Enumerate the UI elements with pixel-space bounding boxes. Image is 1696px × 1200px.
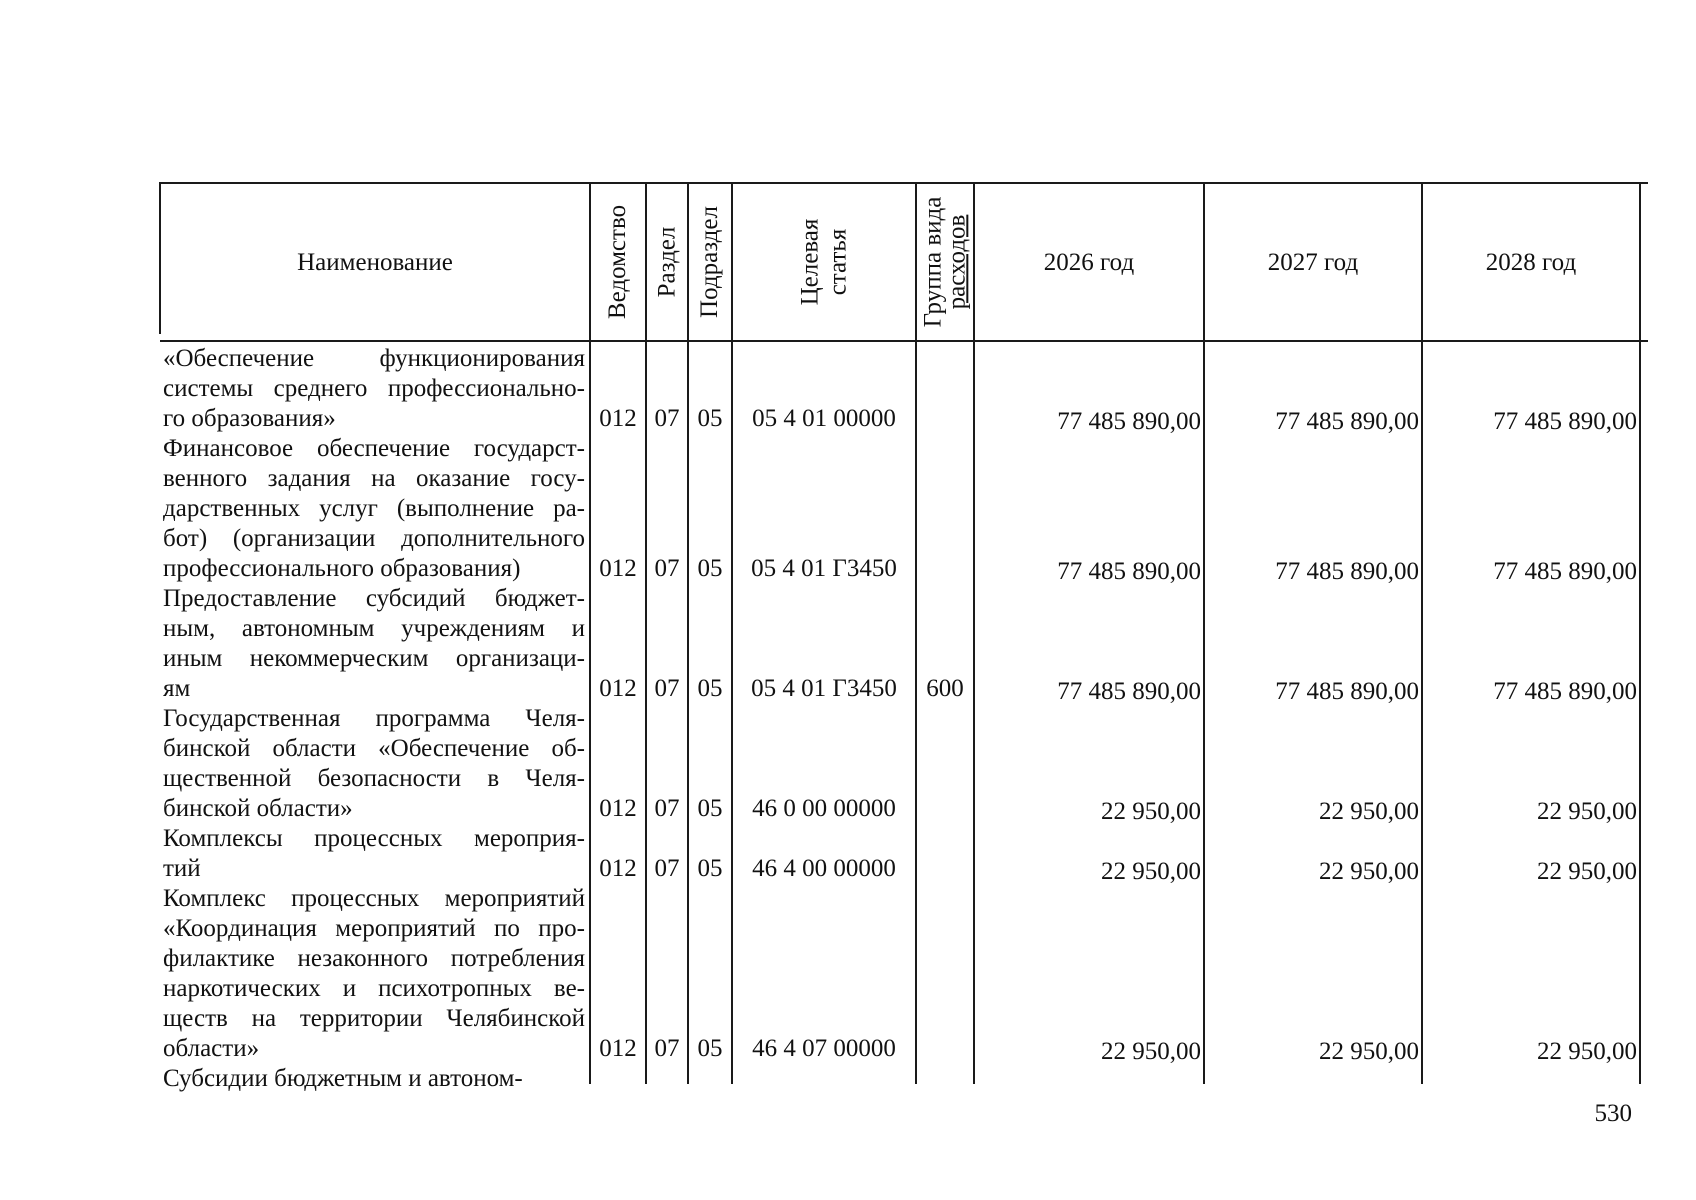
row-name-line: Комплексы процессных мероприя-: [163, 825, 585, 852]
row-name-line: профессионального образования): [163, 555, 521, 582]
row-cell-podrazdel: 05: [697, 1035, 723, 1062]
row-cell-celevaya: 05 4 01 Г3450: [751, 675, 897, 702]
header-2026: 2026 год: [1043, 248, 1135, 276]
header-vedomstvo: Ведомство: [604, 204, 632, 320]
row-name-line: тий: [163, 855, 201, 882]
row-cell-v2026: 77 485 890,00: [1057, 408, 1201, 435]
header-gruppa: [917, 184, 973, 340]
row-cell-v2026: 77 485 890,00: [1057, 678, 1201, 705]
header-bottom-border: [160, 340, 1648, 342]
row-cell-vedomstvo: 012: [599, 795, 637, 822]
row-name: [163, 344, 585, 434]
row-cell-podrazdel: 05: [697, 675, 723, 702]
row-cell-razdel: 07: [654, 405, 680, 432]
row-cell-razdel: 07: [654, 555, 680, 582]
row-cell-v2027: 77 485 890,00: [1275, 678, 1419, 705]
row-name-line: бинской области»: [163, 795, 353, 822]
row-cell-vedomstvo: 012: [599, 405, 637, 432]
row-name: [163, 584, 585, 704]
row-name-line: венного задания на оказание госу-: [163, 465, 585, 492]
row-name-line: го образования»: [163, 405, 336, 432]
row-name-line: щественной безопасности в Челя-: [163, 765, 585, 792]
row-name-line: филактике незаконного потребления: [163, 945, 585, 972]
row-cell-v2026: 22 950,00: [1101, 798, 1201, 825]
row-name-line: дарственных услуг (выполнение ра-: [163, 495, 585, 522]
row-cell-celevaya: 05 4 01 Г3450: [751, 555, 897, 582]
row-cell-vedomstvo: 012: [599, 555, 637, 582]
header-celevaya-line1: Целевая: [795, 218, 823, 306]
row-cell-podrazdel: 05: [697, 795, 723, 822]
row-cell-celevaya: 46 4 07 00000: [752, 1035, 896, 1062]
row-cell-v2027: 22 950,00: [1319, 1038, 1419, 1065]
row-cell-gruppa: 600: [926, 675, 964, 702]
row-cell-v2028: 22 950,00: [1537, 1038, 1637, 1065]
header-celevaya: [733, 184, 915, 340]
row-cell-vedomstvo: 012: [599, 855, 637, 882]
row-name-line: Финансовое обеспечение государст-: [163, 435, 585, 462]
row-name: [163, 824, 585, 884]
row-name-line: ществ на территории Челябинской: [163, 1005, 585, 1032]
row-name-line: системы среднего профессионально-: [163, 375, 585, 402]
row-cell-razdel: 07: [654, 1035, 680, 1062]
row-cell-podrazdel: 05: [697, 855, 723, 882]
page-number: 530: [1594, 1100, 1632, 1127]
row-name-line: Государственная программа Челя-: [163, 705, 585, 732]
row-name-line: области»: [163, 1035, 260, 1062]
row-cell-podrazdel: 05: [697, 555, 723, 582]
row-cell-celevaya: 46 4 00 00000: [752, 855, 896, 882]
row-name-line: «Координация мероприятий по про-: [163, 915, 585, 942]
row-cell-v2028: 77 485 890,00: [1493, 678, 1637, 705]
row-name-line: ным, автономным учреждениям и: [163, 615, 585, 642]
header-podrazdel: Подраздел: [696, 206, 723, 318]
row-cell-vedomstvo: 012: [599, 1035, 637, 1062]
row-cell-v2028: 22 950,00: [1537, 798, 1637, 825]
header-name: Наименование: [297, 248, 453, 276]
header-gruppa-line1: Группа вида: [919, 196, 946, 328]
row-cell-celevaya: 46 0 00 00000: [752, 795, 896, 822]
row-cell-vedomstvo: 012: [599, 675, 637, 702]
row-cell-v2027: 77 485 890,00: [1275, 408, 1419, 435]
row-name: [163, 704, 585, 824]
row-name-line: Предоставление субсидий бюджет-: [163, 585, 585, 612]
row-name-line: Комплекс процессных мероприятий: [163, 885, 585, 912]
row-name-line: Субсидии бюджетным и автоном-: [163, 1065, 523, 1092]
header-2028: 2028 год: [1485, 248, 1577, 276]
col-border-right: [1639, 182, 1641, 1084]
row-name-line: бинской области «Обеспечение об-: [163, 735, 585, 762]
row-name-line: «Обеспечение функционирования: [163, 345, 585, 372]
row-cell-v2028: 22 950,00: [1537, 858, 1637, 885]
header-celevaya-line2: статья: [823, 228, 851, 296]
row-name: [163, 434, 585, 584]
row-cell-celevaya: 05 4 01 00000: [752, 405, 896, 432]
row-name-line: бот) (организации дополнительного: [163, 525, 585, 552]
row-name-line: ям: [163, 675, 191, 702]
row-name-line: иным некоммерческим организаци-: [163, 645, 585, 672]
row-name: [163, 884, 585, 1064]
row-cell-razdel: 07: [654, 675, 680, 702]
header-razdel: Раздел: [653, 226, 680, 298]
row-name: [163, 1064, 585, 1094]
row-cell-razdel: 07: [654, 855, 680, 882]
row-cell-v2027: 22 950,00: [1319, 858, 1419, 885]
row-cell-podrazdel: 05: [697, 405, 723, 432]
row-cell-v2026: 22 950,00: [1101, 858, 1201, 885]
header-2027: 2027 год: [1267, 248, 1359, 276]
row-cell-razdel: 07: [654, 795, 680, 822]
row-cell-v2026: 22 950,00: [1101, 1038, 1201, 1065]
row-name-line: наркотических и психотропных ве-: [163, 975, 585, 1002]
row-cell-v2026: 77 485 890,00: [1057, 558, 1201, 585]
row-cell-v2027: 77 485 890,00: [1275, 558, 1419, 585]
header-gruppa-line2: расходов: [943, 214, 970, 310]
row-cell-v2027: 22 950,00: [1319, 798, 1419, 825]
row-cell-v2028: 77 485 890,00: [1493, 558, 1637, 585]
row-cell-v2028: 77 485 890,00: [1493, 408, 1637, 435]
